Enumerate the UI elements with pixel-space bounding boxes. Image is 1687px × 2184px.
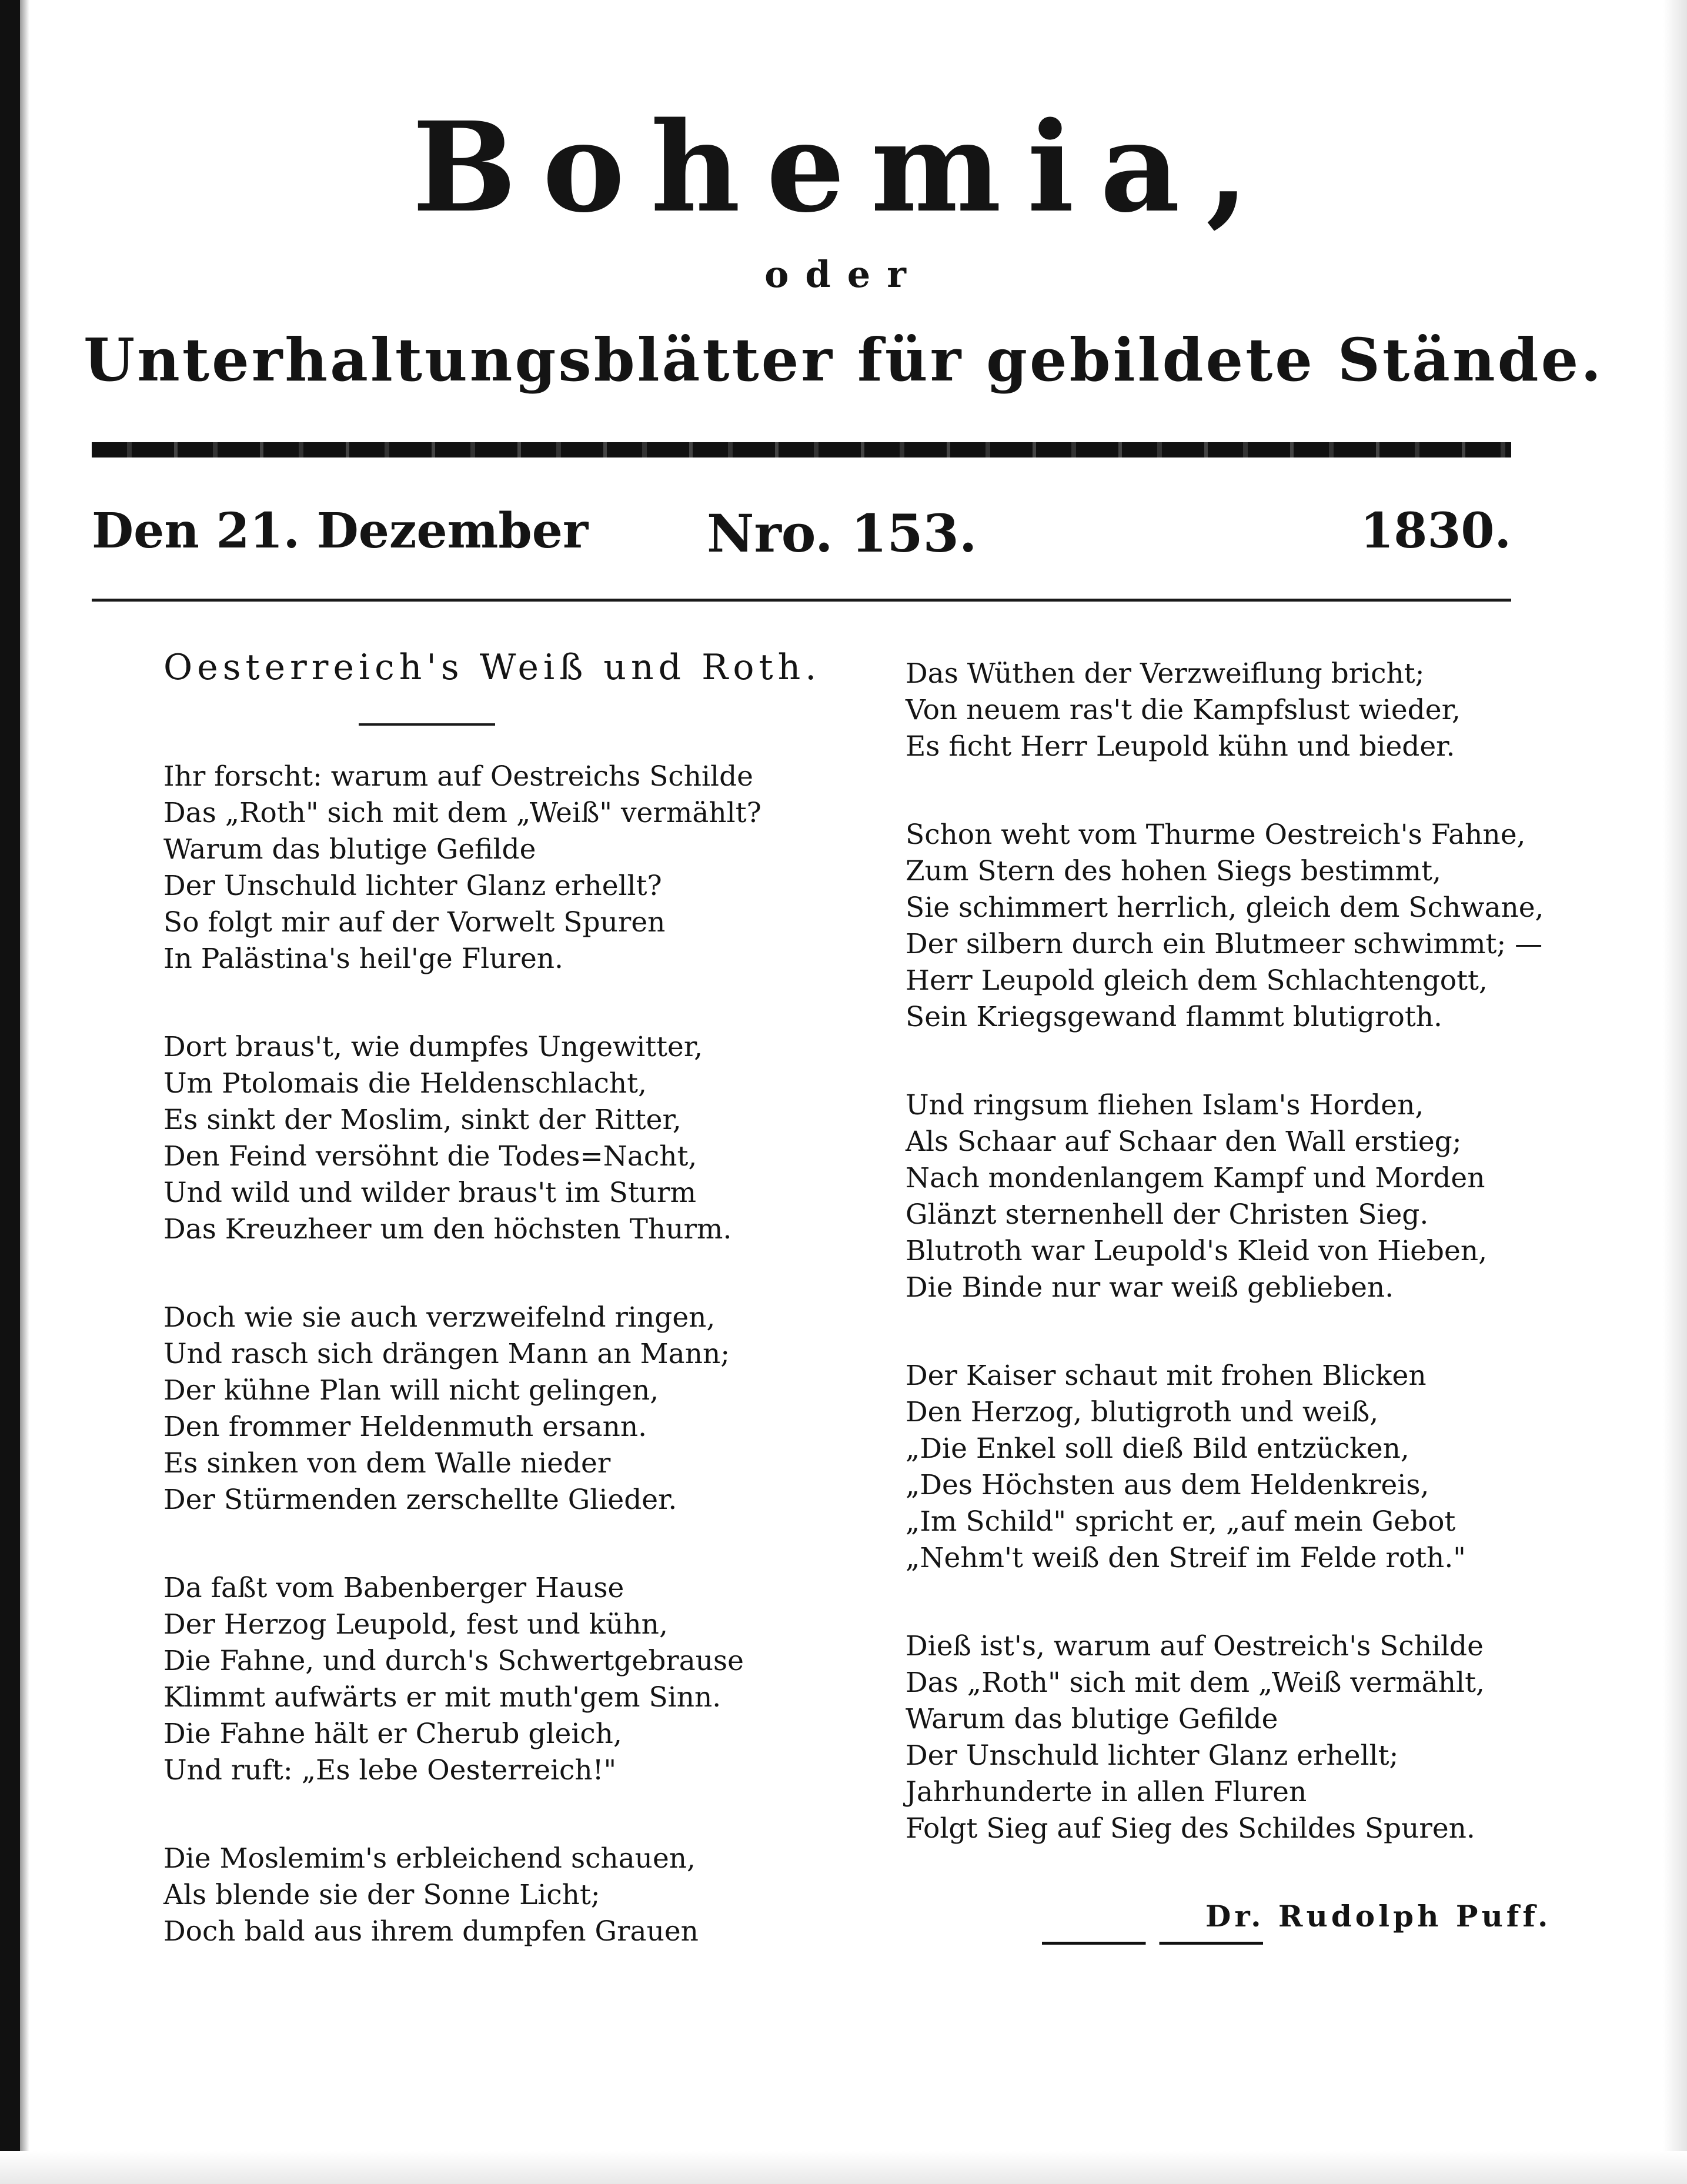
poem-line: Folgt Sieg auf Sieg des Schildes Spuren. [906, 1812, 1475, 1845]
stanza [906, 817, 1552, 1036]
poem-line: Glänzt sternenhell der Christen Sieg. [906, 1198, 1429, 1231]
poem-line: Den frommer Heldenmuth ersann. [163, 1411, 647, 1443]
poem-line: Die Fahne, und durch's Schwertgebrause [163, 1645, 744, 1677]
poem-line: „Die Enkel soll dieß Bild entzücken, [906, 1432, 1409, 1465]
poem-line: Und wild und wilder braus't im Sturm [163, 1177, 697, 1209]
poem-line: Von neuem ras't die Kampfslust wieder, [906, 694, 1461, 726]
poem-line: Da faßt vom Babenberger Hause [163, 1572, 624, 1604]
author-signature: Dr. Rudolph Puff. [1205, 1899, 1552, 1933]
poem-line: Zum Stern des hohen Siegs bestimmt, [906, 855, 1441, 887]
poem-line: Sein Kriegsgewand flammt blutigroth. [906, 1001, 1442, 1033]
poem-line: Und ringsum fliehen Islam's Horden, [906, 1089, 1424, 1121]
dateline [92, 503, 1511, 573]
poem-line: Doch wie sie auch verzweifelnd ringen, [163, 1301, 716, 1334]
poem-line: Dort braus't, wie dumpfes Ungewitter, [163, 1031, 703, 1063]
poem-line: Die Binde nur war weiß geblieben. [906, 1271, 1394, 1304]
issue-year: 1830. [1360, 503, 1511, 559]
issue-number: Nro. 153. [707, 503, 977, 564]
masthead-connector: oder [764, 253, 923, 296]
page-edge-bottom [0, 2151, 1687, 2184]
right-column [906, 656, 1552, 1933]
poem-line: „Nehm't weiß den Streif im Felde roth." [906, 1542, 1466, 1574]
poem-line: Der Unschuld lichter Glanz erhellt; [906, 1739, 1399, 1772]
masthead-title: Bohemia, [412, 95, 1275, 240]
poem-line: Das „Roth" sich mit dem „Weiß vermählt, [906, 1667, 1485, 1699]
poem-line: Den Feind versöhnt die Todes=Nacht, [163, 1140, 697, 1173]
poem-line: Dieß ist's, warum auf Oestreich's Schilde [906, 1630, 1484, 1662]
heavy-divider [92, 442, 1511, 457]
poem-line: Doch bald aus ihrem dumpfen Grauen [163, 1915, 699, 1948]
poem-line: Es sinkt der Moslim, sinkt der Ritter, [163, 1104, 682, 1136]
poem-line: Es ficht Herr Leupold kühn und bieder. [906, 730, 1455, 763]
thin-divider [92, 599, 1511, 602]
masthead [0, 95, 1687, 395]
poem-line: Das Kreuzheer um den höchsten Thurm. [163, 1213, 732, 1245]
end-divider [1042, 1942, 1263, 1945]
poem-line: Als blende sie der Sonne Licht; [163, 1879, 600, 1911]
poem-line: Das „Roth" sich mit dem „Weiß" vermählt? [163, 797, 761, 829]
stanza [906, 656, 1552, 765]
stanza [163, 1300, 840, 1518]
poem-line: In Palästina's heil'ge Fluren. [163, 943, 563, 975]
poem-line: Der kühne Plan will nicht gelingen, [163, 1374, 659, 1407]
poem-line: Jahrhunderte in allen Fluren [906, 1776, 1307, 1808]
poem-line: Der Herzog Leupold, fest und kühn, [163, 1608, 668, 1641]
poem-line: So folgt mir auf der Vorwelt Spuren [163, 906, 666, 939]
poem-line: Der Unschuld lichter Glanz erhellt? [163, 870, 662, 902]
stanza [163, 1570, 840, 1789]
poem-line: „Im Schild" spricht er, „auf mein Gebot [906, 1505, 1456, 1538]
poem-line: Es sinken von dem Walle nieder [163, 1447, 611, 1480]
poem-line: Die Moslemim's erbleichend schauen, [163, 1842, 696, 1875]
poem-line: Warum das blutige Gefilde [906, 1703, 1278, 1735]
poem-title: Oesterreich's Weiß und Roth. [163, 647, 821, 688]
left-column [163, 647, 840, 2002]
poem-line: Der silbern durch ein Blutmeer schwimmt; — [906, 928, 1543, 960]
issue-date: Den 21. Dezember [92, 503, 589, 559]
poem-line: Sie schimmert herrlich, gleich dem Schwane, [906, 891, 1544, 924]
poem-line: Ihr forscht: warum auf Oestreichs Schilde [163, 760, 753, 793]
poem-line: Das Wüthen der Verzweiflung bricht; [906, 657, 1425, 690]
poem-line: Nach mondenlangem Kampf und Morden [906, 1162, 1485, 1194]
stanza [906, 1358, 1552, 1577]
poem-line: Den Herzog, blutigroth und weiß, [906, 1396, 1379, 1428]
stanza [906, 1087, 1552, 1306]
poem-line: Als Schaar auf Schaar den Wall erstieg; [906, 1126, 1462, 1158]
poem-line: Schon weht vom Thurme Oestreich's Fahne, [906, 819, 1526, 851]
poem-line: Um Ptolomais die Heldenschlacht, [163, 1067, 647, 1100]
right-stanzas [906, 656, 1552, 1847]
poem-line: „Des Höchsten aus dem Heldenkreis, [906, 1469, 1429, 1501]
stanza [163, 1841, 840, 1950]
title-underline [359, 723, 495, 726]
poem-line: Und ruft: „Es lebe Oesterreich!" [163, 1754, 617, 1786]
stanza [163, 759, 840, 977]
poem-line: Die Fahne hält er Cherub gleich, [163, 1718, 622, 1750]
stanza [163, 1029, 840, 1248]
poem-line: Der Stürmenden zerschellte Glieder. [163, 1484, 677, 1516]
left-stanzas [163, 759, 840, 1950]
masthead-subtitle: Unterhaltungsblätter für gebildete Stände. [83, 325, 1604, 395]
poem-line: Klimmt aufwärts er mit muth'gem Sinn. [163, 1681, 721, 1714]
stanza [906, 1628, 1552, 1847]
poem-line: Und rasch sich drängen Mann an Mann; [163, 1338, 730, 1370]
poem-line: Warum das blutige Gefilde [163, 833, 536, 866]
poem-line: Der Kaiser schaut mit frohen Blicken [906, 1360, 1427, 1392]
poem-line: Blutroth war Leupold's Kleid von Hieben, [906, 1235, 1488, 1267]
poem-line: Herr Leupold gleich dem Schlachtengott, [906, 964, 1488, 997]
